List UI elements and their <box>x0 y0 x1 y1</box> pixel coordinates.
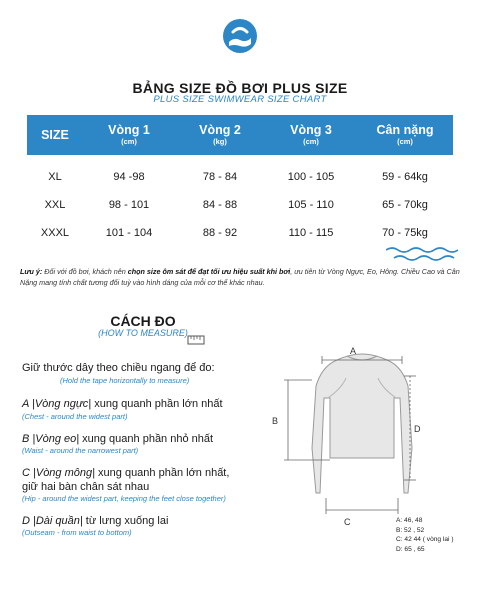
column-title: Vòng 3 <box>290 123 332 137</box>
note-text-2: , ưu tiên từ Vòng Ngực, Eo, Hông. Chiều Cao và Cân Nặng mang tính chất tương đối tuỳ vào hình dáng của mỗi cơ thể khác nhau. <box>20 267 460 287</box>
column-header-can-nang <box>357 115 453 155</box>
diagram-label-d: D <box>414 424 421 434</box>
measure-sub: (Hip - around the widest part, keeping the feet close together) <box>22 494 226 503</box>
column-header-vong-3 <box>265 115 357 155</box>
table-cell: 88 - 92 <box>202 227 238 239</box>
column-header-vong-2 <box>175 115 265 155</box>
table-cell: 98 - 101 <box>108 199 150 211</box>
column-header-vong-1 <box>83 115 175 155</box>
measure-intro: Giữ thước dây theo chiều ngang để đo: <box>22 362 215 374</box>
column-title: Vòng 1 <box>108 123 150 137</box>
legend-line: C: 42 44 ( vòng lai ) <box>396 536 454 543</box>
table-cell: XXXL <box>40 227 70 239</box>
measure-text: xung quanh phần lớn nhất, <box>94 467 230 479</box>
measure-text: từ lưng xuống lai <box>82 515 169 527</box>
measure-item-b <box>22 433 213 445</box>
diagram-label-b: B <box>272 416 279 426</box>
table-cell: 105 - 110 <box>288 199 334 211</box>
note-prefix: Lưu ý: <box>20 267 43 276</box>
table-cell: 65 - 70kg <box>382 199 428 211</box>
table-cell: 110 - 115 <box>288 227 334 239</box>
how-to-measure-heading <box>88 313 198 338</box>
legend-line: D: 65 , 65 <box>396 545 425 553</box>
measurement-legend <box>396 516 454 554</box>
swimsuit-illustration <box>312 354 412 493</box>
measuring-tape-icon <box>187 334 205 346</box>
table-cell: 94 -98 <box>113 171 145 183</box>
table-header-row <box>27 115 453 155</box>
diagram-label-a: A <box>350 346 357 356</box>
measure-label: B |Vòng eo| <box>22 433 80 445</box>
note-text: Đối với đồ bơi, khách nên <box>42 267 128 276</box>
measure-label: A |Vòng ngực| <box>22 398 92 410</box>
table-cell: 100 - 105 <box>287 171 335 183</box>
size-chart-table <box>27 115 453 247</box>
column-unit: (cm) <box>303 137 319 146</box>
page-subtitle: PLUS SIZE SWIMWEAR SIZE CHART <box>153 94 327 105</box>
measure-item-c <box>22 467 229 479</box>
how-to-title: CÁCH ĐO <box>110 313 176 329</box>
table-row <box>27 155 453 191</box>
column-unit: (cm) <box>397 137 413 146</box>
measure-sub: (Waist - around the narrowest part) <box>22 446 139 455</box>
table-row <box>27 191 453 219</box>
measure-sub: (Outseam - from waist to bottom) <box>22 528 132 537</box>
table-cell: 59 - 64kg <box>382 171 428 183</box>
size-note <box>20 267 465 288</box>
measure-text: xung quanh phần lớn nhất <box>91 398 223 410</box>
table-cell: XXL <box>44 199 66 211</box>
measure-label: C |Vòng mông| <box>22 467 95 479</box>
wave-drop-logo-icon <box>222 18 258 54</box>
wave-decoration-icon <box>386 244 458 264</box>
table-row <box>27 219 453 247</box>
column-title: Vòng 2 <box>199 123 241 137</box>
table-cell: 78 - 84 <box>202 171 238 183</box>
measure-item-d <box>22 515 168 527</box>
page-title: BẢNG SIZE ĐỒ BƠI PLUS SIZE <box>132 80 348 96</box>
diagram-label-c: C <box>344 517 351 527</box>
note-bold-text: chọn size ôm sát để đạt tối ưu hiệu suất khi bơi <box>127 267 291 276</box>
table-cell: 101 - 104 <box>105 227 153 239</box>
column-unit: (cm) <box>121 137 137 146</box>
how-to-subtitle: (HOW TO MEASURE) <box>98 328 188 338</box>
measure-item-a <box>22 398 223 410</box>
table-cell: 70 - 75kg <box>382 227 428 239</box>
measure-sub: (Chest - around the widest part) <box>22 412 128 421</box>
measure-text: xung quanh phần nhỏ nhất <box>79 433 214 445</box>
measure-text-line-2: giữ hai bàn chân sát nhau <box>22 481 150 493</box>
measure-label: D |Dài quần| <box>22 515 83 527</box>
measure-intro-sub: (Hold the tape horizontally to measure) <box>60 376 190 385</box>
column-title: Cân nặng <box>376 123 434 137</box>
column-unit: (kg) <box>213 137 227 146</box>
legend-line: B: 52 , 52 <box>396 526 425 534</box>
column-header-size: SIZE <box>27 115 83 155</box>
table-cell: 84 - 88 <box>202 199 238 211</box>
table-cell: XL <box>48 171 62 183</box>
legend-line: A: 46, 48 <box>396 517 423 524</box>
